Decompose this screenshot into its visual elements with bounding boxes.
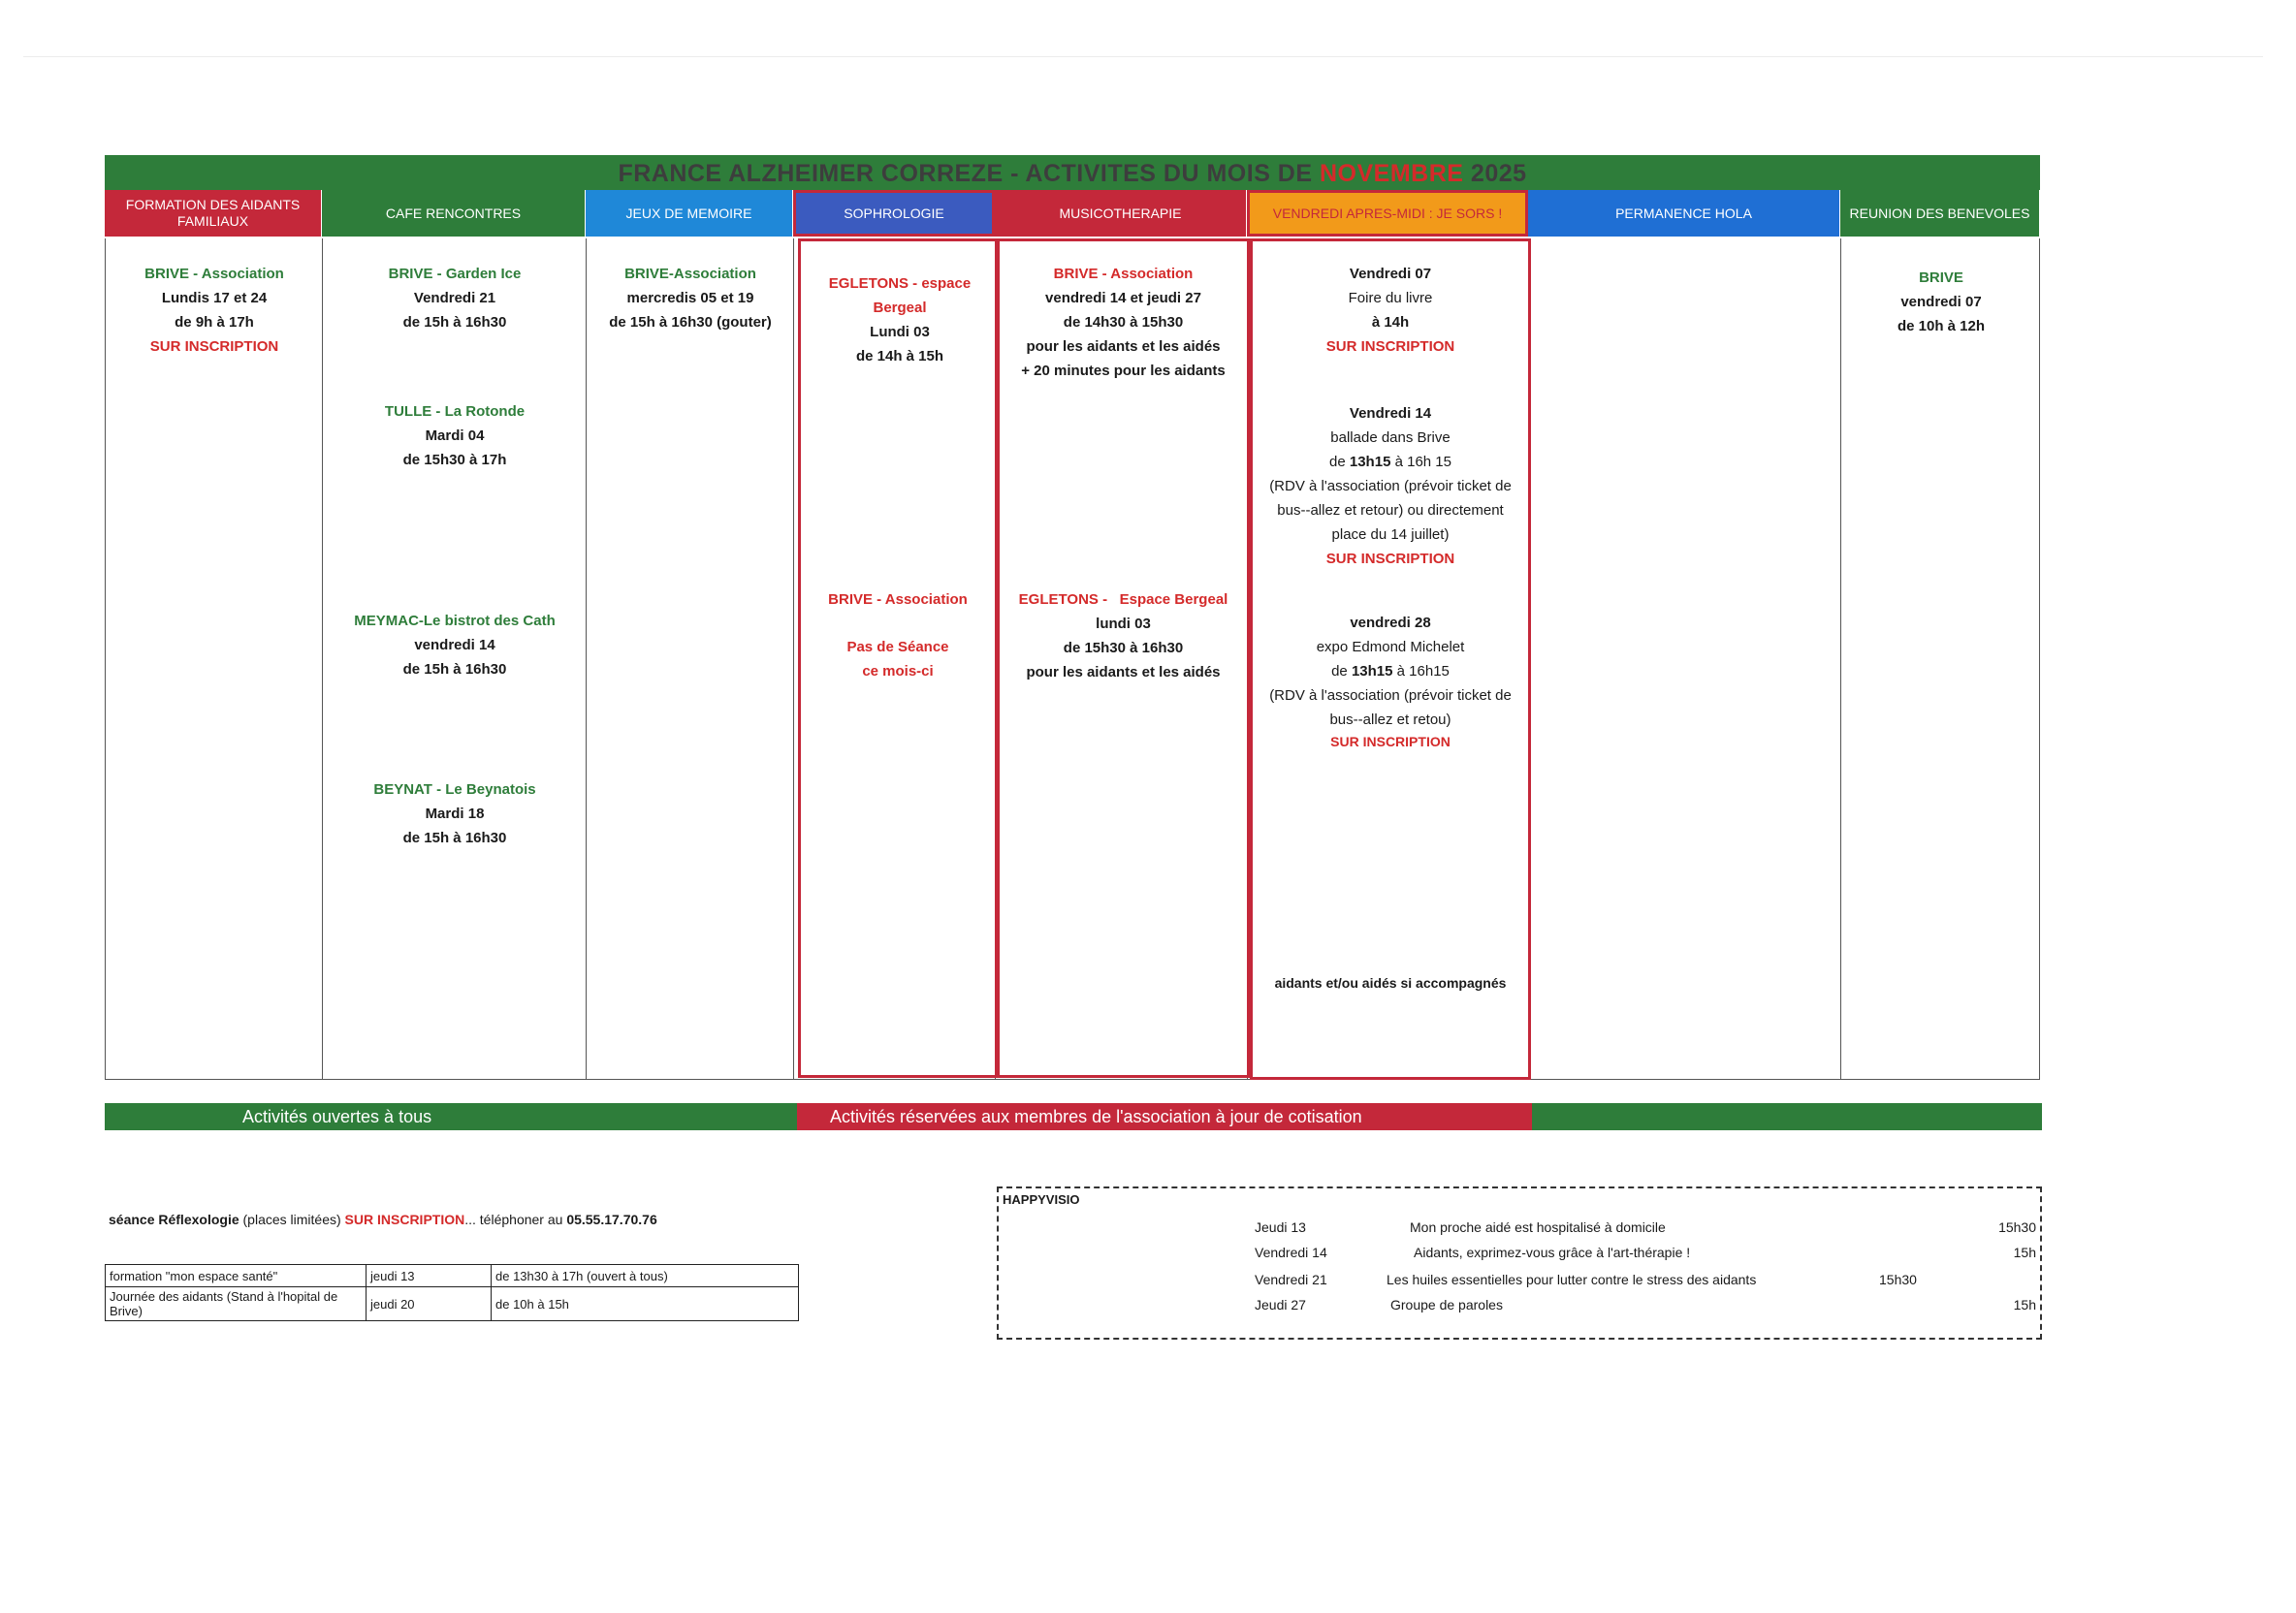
header-formation: FORMATION DES AIDANTS FAMILIAUX: [105, 190, 322, 237]
event-name: formation "mon espace santé": [106, 1265, 367, 1287]
sortie-what: Foire du livre: [1348, 290, 1433, 306]
page-title: [105, 155, 2040, 190]
happyvisio-topic: Les huiles essentielles pour lutter contre le stress des aidants: [1387, 1272, 1757, 1287]
cafe-time: de 15h à 16h30: [402, 661, 507, 678]
header-musicotherapie: MUSICOTHERAPIE: [995, 190, 1247, 237]
reflexo-title: séance Réflexologie: [109, 1212, 239, 1227]
musico-dates: vendredi 14 et jeudi 27: [1045, 290, 1201, 306]
musico-place-detail: Espace Bergeal: [1119, 591, 1228, 608]
jeux-dates: mercredis 05 et 19: [626, 290, 754, 306]
footer-members-only: Activités réservées aux membres de l'association à jour de cotisation: [797, 1103, 1532, 1130]
header-benevoles: REUNION DES BENEVOLES: [1840, 190, 2040, 237]
formation-note: SUR INSCRIPTION: [149, 338, 279, 355]
cafe-date: Vendredi 21: [413, 290, 496, 306]
sortie-info: (RDV à l'association (prévoir ticket de: [1269, 478, 1512, 494]
sortie-time-end: à 16h 15: [1390, 454, 1451, 470]
sortie-info: bus--allez et retou): [1329, 712, 1451, 728]
event-time: de 13h30 à 17h (ouvert à tous): [492, 1265, 799, 1287]
sophro-brive: [798, 587, 998, 683]
column-headers: [105, 190, 2040, 238]
musico-time: de 14h30 à 15h30: [1063, 314, 1184, 331]
happyvisio-time: 15h: [2013, 1245, 2036, 1260]
cafe-date: Mardi 04: [425, 427, 485, 444]
col-formation: [106, 238, 323, 1080]
cafe-beynat: [323, 777, 587, 850]
event-date: jeudi 13: [367, 1265, 492, 1287]
sortie-time-end: à 16h15: [1392, 663, 1450, 680]
cafe-time: de 15h30 à 17h: [402, 452, 507, 468]
title-year: 2025: [1470, 160, 1527, 187]
cafe-place: BRIVE - Garden Ice: [388, 266, 522, 282]
col-permanence: [1529, 238, 1841, 1080]
jeux-block: [587, 262, 794, 334]
cafe-place: MEYMAC-Le bistrot des Cath: [354, 613, 556, 629]
sortie-what: expo Edmond Michelet: [1316, 639, 1465, 655]
formation-block: [106, 262, 323, 359]
happyvisio-day: Vendredi 21: [1255, 1272, 1327, 1287]
happyvisio-box: [997, 1186, 2042, 1340]
sortie-3: [1250, 611, 1531, 751]
sortie-date: Vendredi 07: [1349, 266, 1432, 282]
happyvisio-day: Vendredi 14: [1255, 1245, 1327, 1260]
jeux-place: BRIVE-Association: [624, 266, 756, 282]
sortie-info: place du 14 juillet): [1331, 526, 1450, 543]
sortie-note: SUR INSCRIPTION: [1325, 551, 1455, 567]
musico-who: pour les aidants et les aidés: [1026, 664, 1221, 680]
happyvisio-topic: Mon proche aidé est hospitalisé à domicile: [1410, 1219, 1666, 1235]
musico-egletons: [997, 587, 1250, 684]
sortie-date: vendredi 28: [1350, 615, 1431, 631]
benevoles-date: vendredi 07: [1900, 294, 1982, 310]
musico-time: de 15h30 à 16h30: [1063, 640, 1184, 656]
sortie-what: ballade dans Brive: [1330, 429, 1451, 446]
happyvisio-topic: Aidants, exprimez-vous grâce à l'art-thérapie !: [1414, 1245, 1691, 1260]
happyvisio-time: 15h30: [1879, 1272, 1917, 1287]
musico-place: EGLETONS -: [1018, 591, 1108, 608]
cafe-place: TULLE - La Rotonde: [384, 403, 526, 420]
benevoles-block: [1841, 266, 2041, 338]
header-cafe: CAFE RENCONTRES: [322, 190, 586, 237]
sortie-time-start: 13h15: [1351, 663, 1393, 680]
musico-brive: [997, 262, 1250, 383]
sortie-info: (RDV à l'association (prévoir ticket de: [1269, 687, 1512, 704]
musico-extra: + 20 minutes pour les aidants: [1021, 363, 1226, 379]
sophro-date: Lundi 03: [870, 324, 930, 340]
activities-grid: [105, 238, 2040, 1080]
reflexo-inscription: SUR INSCRIPTION: [344, 1212, 465, 1227]
cafe-meymac: [323, 609, 587, 681]
benevoles-time: de 10h à 12h: [1897, 318, 1986, 334]
sortie-time-start: 13h15: [1349, 454, 1391, 470]
sophro-place: BRIVE - Association: [828, 591, 968, 608]
event-time: de 10h à 15h: [492, 1287, 799, 1321]
sortie-time: à 14h: [1371, 314, 1410, 331]
formation-place: BRIVE - Association: [144, 266, 284, 282]
list-item: [999, 1297, 2040, 1318]
musico-date: lundi 03: [1096, 616, 1151, 632]
reflexo-call: ... téléphoner au: [464, 1212, 567, 1227]
happyvisio-time: 15h: [2013, 1297, 2036, 1313]
reflexo-limit: (places limitées): [239, 1212, 345, 1227]
happyvisio-time: 15h30: [1998, 1219, 2036, 1235]
reflexo-phone: 05.55.17.70.76: [566, 1212, 657, 1227]
footer-open-all: Activités ouvertes à tous: [105, 1103, 797, 1130]
list-item: [999, 1219, 2040, 1241]
sortie-time-pre: de: [1329, 454, 1350, 470]
table-row: [106, 1287, 799, 1321]
event-name: Journée des aidants (Stand à l'hopital de Brive): [106, 1287, 367, 1321]
header-sophrologie: SOPHROLOGIE: [793, 190, 995, 237]
sortie-date: Vendredi 14: [1349, 405, 1432, 422]
sortie-note: SUR INSCRIPTION: [1325, 338, 1455, 355]
benevoles-place: BRIVE: [1919, 269, 1963, 286]
event-date: jeudi 20: [367, 1287, 492, 1321]
col-benevoles: [1841, 238, 2041, 1080]
sophro-note: Pas de Séance: [846, 639, 949, 655]
sortie-2: [1250, 401, 1531, 571]
sortie-footnote: aidants et/ou aidés si accompagnés: [1274, 975, 1507, 991]
happyvisio-topic: Groupe de paroles: [1390, 1297, 1503, 1313]
cafe-tulle: [323, 399, 587, 472]
formation-dates: Lundis 17 et 24: [161, 290, 268, 306]
title-prefix: FRANCE ALZHEIMER CORREZE - ACTIVITES DU MOIS DE: [618, 160, 1313, 187]
table-row: [106, 1265, 799, 1287]
footer-green-end: [1532, 1103, 2042, 1130]
musico-who: pour les aidants et les aidés: [1026, 338, 1221, 355]
list-item: [999, 1245, 2040, 1266]
header-permanence: PERMANENCE HOLA: [1528, 190, 1840, 237]
sophro-note: ce mois-ci: [862, 663, 934, 680]
header-sorties: VENDREDI APRES-MIDI : JE SORS !: [1247, 190, 1528, 237]
reflexologie-note: [109, 1212, 657, 1227]
sophro-place: EGLETONS - espace Bergeal: [828, 275, 972, 316]
cafe-date: Mardi 18: [425, 806, 485, 822]
musico-place: BRIVE - Association: [1053, 266, 1194, 282]
header-jeux: JEUX DE MEMOIRE: [586, 190, 793, 237]
sortie-info: bus--allez et retour) ou directement: [1277, 502, 1504, 519]
sophro-time: de 14h à 15h: [855, 348, 944, 364]
happyvisio-day: Jeudi 13: [1255, 1219, 1306, 1235]
sortie-note: SUR INSCRIPTION: [1330, 734, 1451, 749]
sortie-time-pre: de: [1331, 663, 1352, 680]
cafe-place: BEYNAT - Le Beynatois: [373, 781, 536, 798]
happyvisio-day: Jeudi 27: [1255, 1297, 1306, 1313]
jeux-time: de 15h à 16h30 (gouter): [609, 314, 772, 331]
formation-time: de 9h à 17h: [175, 314, 254, 331]
cafe-date: vendredi 14: [414, 637, 495, 653]
title-month: NOVEMBRE: [1320, 160, 1464, 187]
cafe-time: de 15h à 16h30: [402, 314, 507, 331]
cafe-brive: [323, 262, 587, 334]
extra-events-table: [105, 1264, 799, 1321]
sortie-1: [1250, 262, 1531, 359]
sophro-egletons: [808, 271, 992, 368]
happyvisio-title: HAPPYVISIO: [1003, 1192, 1080, 1207]
col-jeux: [587, 238, 794, 1080]
cafe-time: de 15h à 16h30: [402, 830, 507, 846]
list-item: [999, 1272, 2040, 1293]
